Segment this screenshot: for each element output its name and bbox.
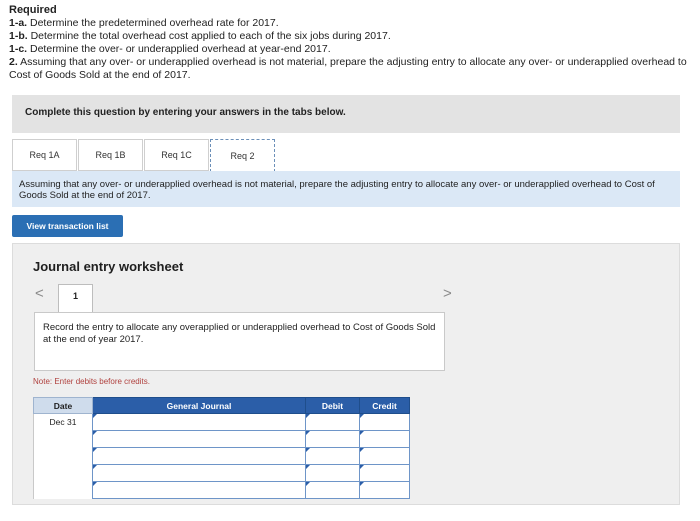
instruction-banner: Assuming that any over- or underapplied overhead is not material, prepare the adjusting entry to allocate any over- or underapplied overhead to Cost of Goods Sold at the end of 2017.	[12, 171, 680, 207]
requirement-1b: 1-b. Determine the total overhead cost applied to each of the six jobs during 2017.	[9, 30, 391, 42]
account-input[interactable]	[93, 431, 306, 448]
debit-input[interactable]	[306, 431, 360, 448]
debit-column-header: Debit	[306, 398, 360, 414]
table-row	[34, 482, 410, 499]
table-row	[34, 414, 410, 431]
account-input[interactable]	[93, 482, 306, 499]
entry-description: Record the entry to allocate any overapplied or underapplied overhead to Cost of Goods Sold at the end of year 2017.	[34, 312, 445, 371]
debit-input[interactable]	[306, 465, 360, 482]
required-heading: Required	[9, 4, 57, 16]
account-input[interactable]	[93, 414, 306, 431]
requirement-1c: 1-c. Determine the over- or underapplied overhead at year-end 2017.	[9, 43, 331, 55]
debits-credits-note: Note: Enter debits before credits.	[33, 377, 150, 386]
credit-input[interactable]	[360, 414, 410, 431]
debit-input[interactable]	[306, 414, 360, 431]
credit-column-header: Credit	[360, 398, 410, 414]
journal-entry-worksheet	[12, 243, 680, 505]
general-journal-column-header: General Journal	[93, 398, 306, 414]
complete-question-banner: Complete this question by entering your answers in the tabs below.	[12, 95, 680, 133]
date-cell	[34, 431, 93, 448]
account-input[interactable]	[93, 448, 306, 465]
tab-req-1a[interactable]: Req 1A	[12, 139, 77, 171]
debit-input[interactable]	[306, 448, 360, 465]
date-column-header: Date	[34, 398, 93, 414]
date-cell	[34, 448, 93, 465]
date-cell	[34, 465, 93, 482]
chevron-left-icon[interactable]: <	[35, 285, 44, 302]
requirement-1a: 1-a. Determine the predetermined overhead rate for 2017.	[9, 17, 279, 29]
table-row	[34, 448, 410, 465]
credit-input[interactable]	[360, 465, 410, 482]
account-input[interactable]	[93, 465, 306, 482]
date-cell: Dec 31	[34, 414, 93, 431]
requirements-block	[9, 4, 689, 82]
date-cell	[34, 482, 93, 499]
debit-input[interactable]	[306, 482, 360, 499]
table-row	[34, 431, 410, 448]
credit-input[interactable]	[360, 448, 410, 465]
worksheet-title: Journal entry worksheet	[33, 259, 184, 274]
credit-input[interactable]	[360, 482, 410, 499]
requirement-2: 2. Assuming that any over- or underapplied overhead is not material, prepare the adjusting entry to allocate any over- or underapplied overhead to Cost of Goods Sold at the end of 2017.	[9, 56, 687, 81]
credit-input[interactable]	[360, 431, 410, 448]
tab-req-1b[interactable]: Req 1B	[78, 139, 143, 171]
worksheet-page-tab[interactable]: 1	[58, 284, 93, 312]
table-row	[34, 465, 410, 482]
view-transaction-list-button[interactable]: View transaction list	[12, 215, 123, 237]
tab-req-1c[interactable]: Req 1C	[144, 139, 209, 171]
tab-req-2[interactable]: Req 2	[210, 139, 275, 172]
requirement-tabs	[12, 139, 276, 171]
chevron-right-icon[interactable]: >	[443, 285, 452, 302]
journal-table	[33, 397, 410, 499]
